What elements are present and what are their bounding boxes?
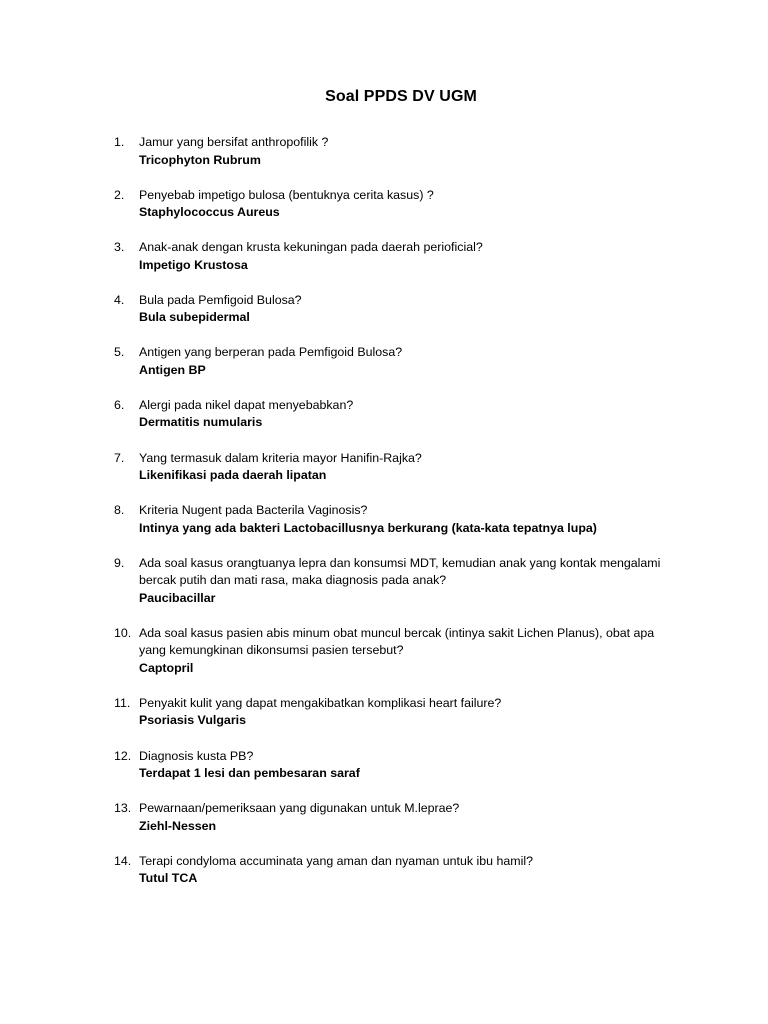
- list-item: [114, 555, 678, 608]
- answer-text: Terdapat 1 lesi dan pembesaran saraf: [139, 766, 360, 781]
- item-body: [139, 239, 678, 274]
- list-item: [114, 344, 678, 379]
- question-text: Jamur yang bersifat anthropofilik ?: [139, 135, 329, 149]
- item-body: [139, 397, 678, 432]
- list-item: [114, 853, 678, 888]
- item-number: 7.: [114, 450, 125, 465]
- list-item: [114, 239, 678, 274]
- list-item: [114, 450, 678, 485]
- item-number: 1.: [114, 135, 125, 149]
- answer-text: Tricophyton Rubrum: [139, 152, 261, 167]
- item-number: 13.: [114, 801, 132, 816]
- item-body: [139, 695, 678, 730]
- item-number: 2.: [114, 187, 125, 202]
- question-text: Kriteria Nugent pada Bacterila Vaginosis?: [139, 503, 368, 518]
- item-number: 8.: [114, 503, 125, 518]
- item-number: 10.: [114, 625, 132, 640]
- item-number: 6.: [114, 397, 125, 412]
- answer-text: Intinya yang ada bakteri Lactobacillusnya berkurang (kata-kata tepatnya lupa): [139, 520, 597, 535]
- question-text: Terapi condyloma accuminata yang aman dan nyaman untuk ibu hamil?: [139, 853, 533, 868]
- question-text: Penyebab impetigo bulosa (bentuknya cerita kasus) ?: [139, 187, 434, 202]
- list-item: [114, 748, 678, 783]
- question-text: Bula pada Pemfigoid Bulosa?: [139, 292, 302, 307]
- answer-text: Dermatitis numularis: [139, 415, 263, 430]
- list-item: [114, 292, 678, 327]
- answer-text: Likenifikasi pada daerah lipatan: [139, 468, 327, 483]
- item-body: [139, 800, 678, 835]
- answer-text: Psoriasis Vulgaris: [139, 713, 246, 728]
- answer-text: Staphylococcus Aureus: [139, 205, 280, 220]
- question-text: Anak-anak dengan krusta kekuningan pada daerah perioficial?: [139, 240, 483, 255]
- item-number: 4.: [114, 292, 125, 307]
- item-body: [139, 502, 678, 537]
- item-number: 9.: [114, 555, 125, 570]
- item-number: 12.: [114, 748, 132, 763]
- list-item: [114, 695, 678, 730]
- item-body: [139, 187, 678, 222]
- list-item: [114, 502, 678, 537]
- question-list: [114, 134, 678, 888]
- item-body: [139, 450, 678, 485]
- item-body: [139, 625, 678, 678]
- answer-text: Impetigo Krustosa: [139, 257, 248, 272]
- question-text: Antigen yang berperan pada Pemfigoid Bulosa?: [139, 345, 403, 360]
- list-item: [114, 800, 678, 835]
- answer-text: Captopril: [139, 660, 194, 675]
- question-text: Yang termasuk dalam kriteria mayor Hanifin-Rajka?: [139, 450, 422, 465]
- answer-text: Bula subepidermal: [139, 310, 250, 325]
- question-text: Penyakit kulit yang dapat mengakibatkan komplikasi heart failure?: [139, 695, 502, 710]
- question-text: Ada soal kasus pasien abis minum obat muncul bercak (intinya sakit Lichen Planus), obat apa yang kemungkinan dikonsumsi pasien tersebut?: [139, 625, 655, 658]
- item-number: 14.: [114, 853, 132, 868]
- item-body: [139, 748, 678, 783]
- list-item: [114, 397, 678, 432]
- item-body: [139, 344, 678, 379]
- answer-text: Antigen BP: [139, 362, 206, 377]
- question-text: Diagnosis kusta PB?: [139, 748, 254, 763]
- answer-text: Paucibacillar: [139, 590, 216, 605]
- list-item: [114, 625, 678, 678]
- item-body: [139, 292, 678, 327]
- item-body: [139, 555, 678, 608]
- answer-text: Tutul TCA: [139, 871, 198, 886]
- item-body: [139, 134, 678, 169]
- question-text: Alergi pada nikel dapat menyebabkan?: [139, 397, 354, 412]
- list-item: [114, 134, 678, 169]
- item-body: [139, 853, 678, 888]
- question-text: Pewarnaan/pemeriksaan yang digunakan untuk M.leprae?: [139, 801, 460, 816]
- question-text: Ada soal kasus orangtuanya lepra dan konsumsi MDT, kemudian anak yang kontak mengalami bercak putih dan mati rasa, maka diagnosis pada anak?: [139, 555, 661, 588]
- item-number: 5.: [114, 345, 125, 360]
- item-number: 11.: [114, 695, 131, 710]
- list-item: [114, 187, 678, 222]
- item-number: 3.: [114, 240, 125, 255]
- answer-text: Ziehl-Nessen: [139, 818, 217, 833]
- document-title: Soal PPDS DV UGM: [325, 88, 477, 105]
